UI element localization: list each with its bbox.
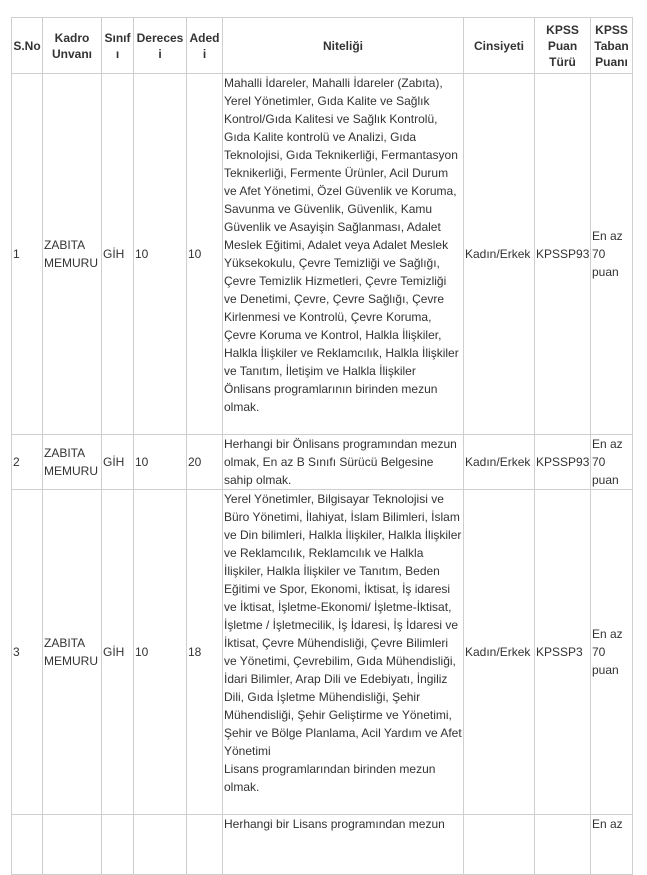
cell-cinsiyet: Kadın/Erkek <box>464 435 535 490</box>
header-sinifi: Sınıfı <box>102 18 134 74</box>
header-cinsiyeti: Cinsiyeti <box>464 18 535 74</box>
cell-derece <box>134 815 187 875</box>
cell-unvan: ZABITA MEMURU <box>43 490 102 815</box>
cell-sno: 2 <box>12 435 43 490</box>
header-niteligi: Niteliği <box>223 18 464 74</box>
cell-cinsiyet: Kadın/Erkek <box>464 74 535 435</box>
cell-sinif: GİH <box>102 435 134 490</box>
cell-adet: 20 <box>187 435 223 490</box>
cell-derece: 10 <box>134 435 187 490</box>
cell-sinif: GİH <box>102 490 134 815</box>
cell-derece: 10 <box>134 74 187 435</box>
cell-taban: En az 70 puan <box>591 74 633 435</box>
header-sno: S.No <box>12 18 43 74</box>
cell-taban: En az <box>591 815 633 875</box>
cell-unvan: ZABITA MEMURU <box>43 74 102 435</box>
cell-unvan <box>43 815 102 875</box>
cell-taban: En az 70 puan <box>591 490 633 815</box>
table-row <box>12 490 633 815</box>
nitelik-ek-text: Lisans programlarından birinden mezun olmak. <box>224 762 436 794</box>
cell-sinif <box>102 815 134 875</box>
cell-puan-turu: KPSSP93 <box>535 74 591 435</box>
cell-unvan: ZABITA MEMURU <box>43 435 102 490</box>
positions-table <box>11 17 633 875</box>
table-row <box>12 435 633 490</box>
cell-puan-turu <box>535 815 591 875</box>
cell-derece: 10 <box>134 490 187 815</box>
cell-sinif: GİH <box>102 74 134 435</box>
cell-puan-turu: KPSSP3 <box>535 490 591 815</box>
cell-cinsiyet: Kadın/Erkek <box>464 490 535 815</box>
cell-taban: En az 70 puan <box>591 435 633 490</box>
header-kpss-taban-puani: KPSS Taban Puanı <box>591 18 633 74</box>
cell-sno <box>12 815 43 875</box>
cell-nitelik: Herhangi bir Lisans programından mezun <box>223 815 464 875</box>
cell-adet: 10 <box>187 74 223 435</box>
cell-nitelik: Herhangi bir Önlisans programından mezun olmak, En az B Sınıfı Sürücü Belgesine sahip olmak. <box>223 435 464 490</box>
cell-sno: 3 <box>12 490 43 815</box>
table-header-row <box>12 18 633 74</box>
table-row <box>12 74 633 435</box>
cell-nitelik <box>223 490 464 815</box>
header-derecesi: Derecesi <box>134 18 187 74</box>
cell-nitelik: Mahalli İdareler, Mahalli İdareler (Zabıta), Yerel Yönetimler, Gıda Kalite ve Sağlık Kontrol/Gıda Kalitesi ve Sağlık Kontrolü, Gıda Kalite kontrolü ve Analizi, Gıda Teknolojisi, Gıda Teknikerliği, Fermantasyon Teknikerliği, Fermente Ürünler, Acil Durum ve Afet Yönetimi, Özel Güvenlik ve Koruma, Savunma ve Güvenlik, Güvenlik, Kamu Güvenlik ve Asayişin Sağlanması, Adalet Meslek Eğitimi, Adalet veya Adalet Meslek Yüksekokulu, Çevre Temizliği ve Sağlığı, Çevre Temizlik Hizmetleri, Çevre Temizliği ve Denetimi, Çevre, Çevre Sağlığı, Çevre Kirlenmesi ve Kontrolü, Çevre Koruma, Çevre Koruma ve Kontrol, Halkla İlişkiler, Halkla İlişkiler ve Reklamcılık, Halkla İlişkiler ve Tanıtım, İletişim ve Halkla İlişkiler Önlisans programlarının birinden mezun olmak. <box>223 74 464 435</box>
cell-adet: 18 <box>187 490 223 815</box>
cell-sno: 1 <box>12 74 43 435</box>
header-kadro-unvani: Kadro Unvanı <box>43 18 102 74</box>
nitelik-text: Yerel Yönetimler, Bilgisayar Teknolojisi ve Büro Yönetimi, İlahiyat, İslam Bilimleri, İslam ve Din bilimleri, Halkla İlişkiler, Halkla İlişkiler ve Reklamcılık, Reklamcılık ve Halkla İlişkiler, Halkla İlişkiler ve Tanıtım, Beden Eğitimi ve Spor, Ekonomi, İktisat, İş idaresi ve İktisat, İşletme-Ekonomi/ İşletme-İktisat, İşletme / İşletmecilik, İş İdaresi, İş İdaresi ve İktisat, Çevre Mühendisliği, Çevre Bilimleri ve Yönetimi, Çevrebilim, Gıda Mühendisliği, İdari Bilimler, Arap Dili ve Edebiyatı, İngiliz Dili, Gıda İşletme Mühendisliği, Şehir Mühendisliği, Şehir Geliştirme ve Yönetimi, Şehir ve Bölge Planlama, Acil Yardım ve Afet Yönetimi <box>224 492 462 758</box>
header-kpss-puan-turu: KPSS Puan Türü <box>535 18 591 74</box>
cell-adet <box>187 815 223 875</box>
cell-puan-turu: KPSSP93 <box>535 435 591 490</box>
cell-cinsiyet <box>464 815 535 875</box>
header-adedi: Adedi <box>187 18 223 74</box>
table-row <box>12 815 633 875</box>
